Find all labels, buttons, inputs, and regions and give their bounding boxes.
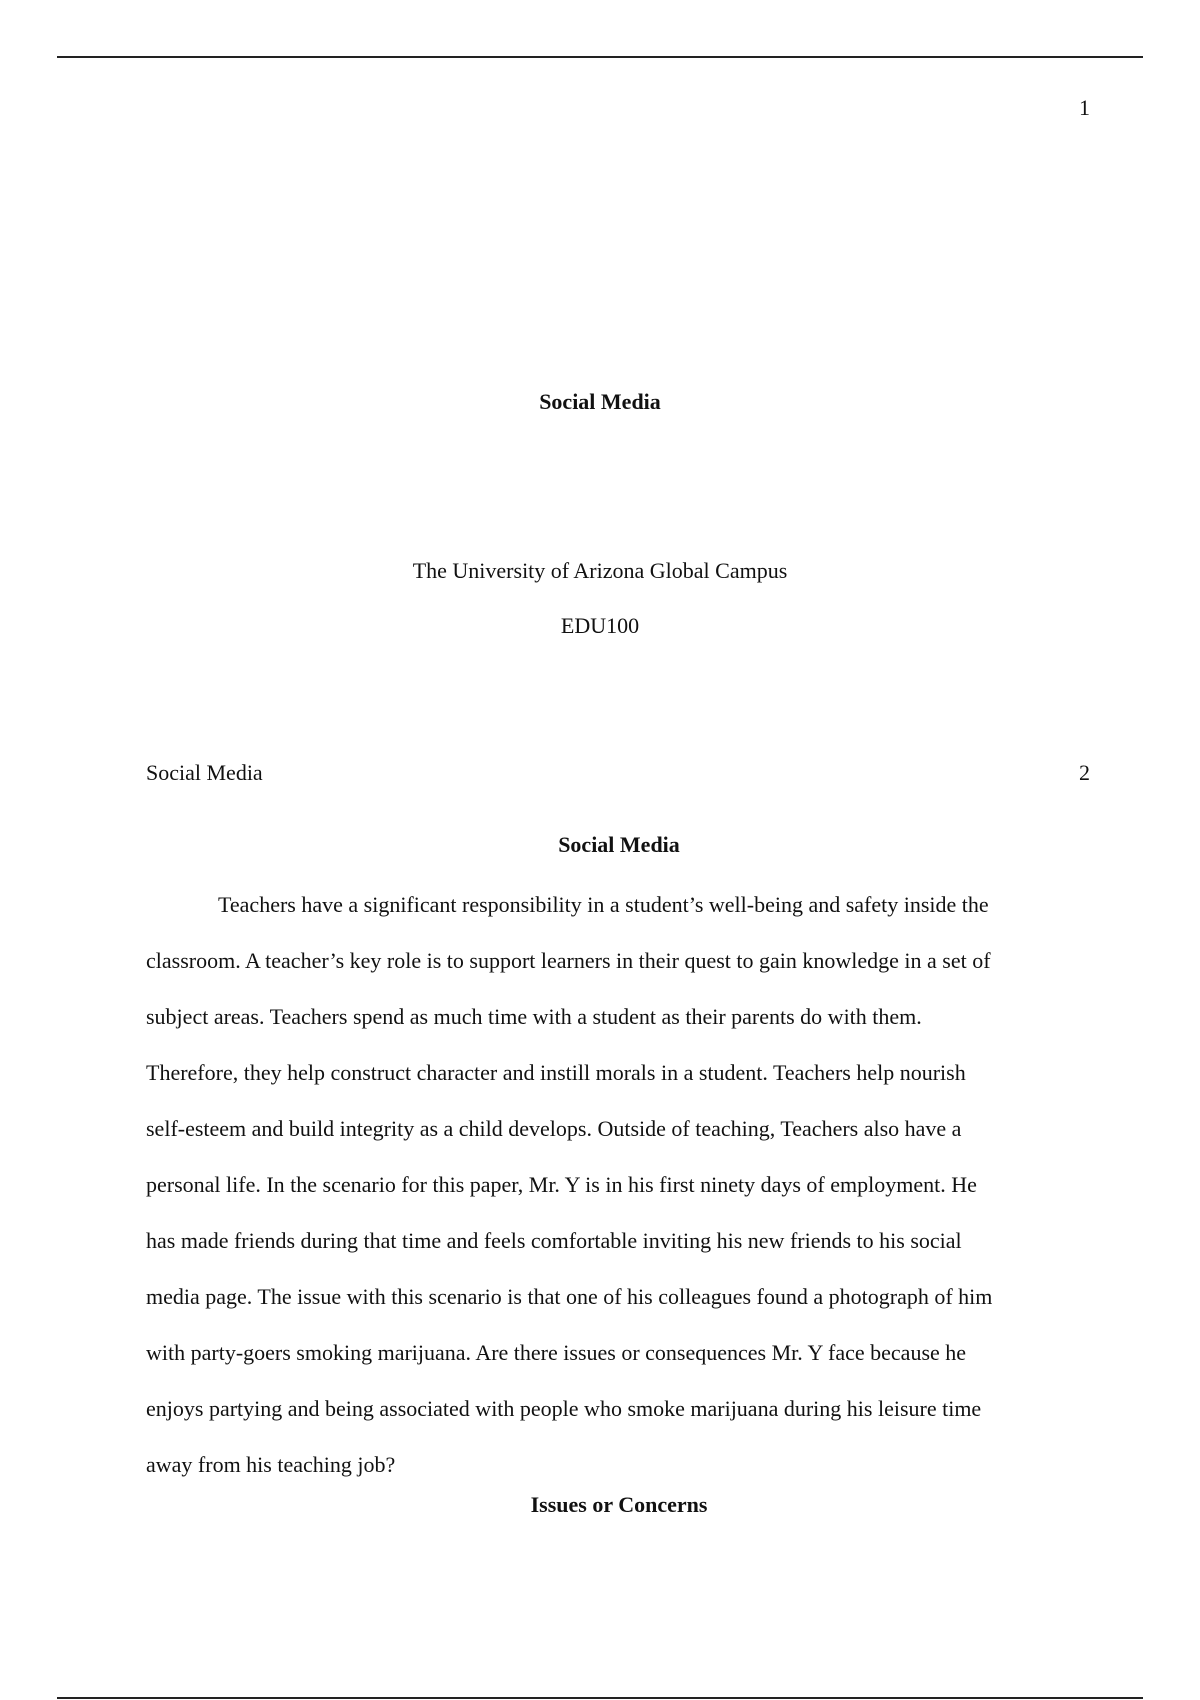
paragraph-line: Therefore, they help construct character and instill morals in a student. Teachers help nourish (146, 1060, 966, 1085)
paragraph-line: with party-goers smoking marijuana. Are there issues or consequences Mr. Y face because he (146, 1340, 967, 1365)
running-head: Social Media (146, 760, 263, 785)
paragraph-line: away from his teaching job? (146, 1452, 396, 1477)
paragraph-line: personal life. In the scenario for this paper, Mr. Y is in his first ninety days of employment. He (146, 1172, 977, 1197)
page-number: 1 (1079, 95, 1090, 120)
section-heading: Social Media (558, 832, 680, 857)
page-number: 2 (1079, 760, 1090, 785)
paragraph-line: subject areas. Teachers spend as much time with a student as their parents do with them. (146, 1004, 922, 1029)
body-paragraph (146, 877, 1096, 1493)
paragraph-line: classroom. A teacher’s key role is to support learners in their quest to gain knowledge in a set of (146, 948, 991, 973)
course-code: EDU100 (560, 613, 640, 638)
paragraph-line: self-esteem and build integrity as a child develops. Outside of teaching, Teachers also have a (146, 1116, 962, 1141)
paper-title: Social Media (539, 389, 661, 414)
page-top-border (57, 56, 1143, 58)
paragraph-line: Teachers have a significant responsibility in a student’s well-being and safety inside the (218, 892, 989, 917)
page-bottom-border (57, 1697, 1143, 1699)
paragraph-line: enjoys partying and being associated with people who smoke marijuana during his leisure time (146, 1396, 982, 1421)
section-subheading: Issues or Concerns (530, 1492, 708, 1517)
institution-name: The University of Arizona Global Campus (412, 558, 788, 583)
paragraph-line: has made friends during that time and feels comfortable inviting his new friends to his social (146, 1228, 962, 1253)
paragraph-line: media page. The issue with this scenario is that one of his colleagues found a photograph of him (146, 1284, 993, 1309)
